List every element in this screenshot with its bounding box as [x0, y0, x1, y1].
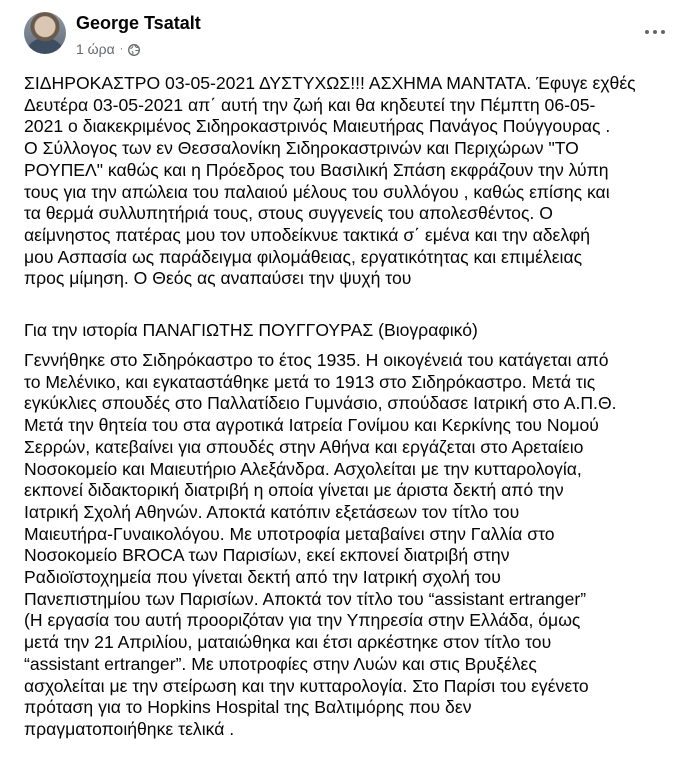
more-options-icon[interactable] — [640, 22, 670, 42]
avatar[interactable] — [24, 12, 66, 54]
more-dot — [653, 30, 657, 34]
more-dot — [645, 30, 649, 34]
post-body — [24, 73, 672, 739]
post-paragraph-history-title: Για την ιστορία ΠΑΝΑΓΙΩΤΗΣ ΠΟΥΓΓΟΥΡΑΣ (Βιογραφικό) — [24, 320, 478, 340]
post-timestamp[interactable]: 1 ώρα — [76, 41, 115, 57]
meta-separator: · — [119, 43, 124, 55]
post-header — [0, 0, 680, 62]
post-paragraph-announcement: ΣΙΔΗΡΟΚΑΣΤΡΟ 03-05-2021 ΔΥΣΤΥΧΩΣ!!! ΑΣΧΗΜΑ ΜΑΝΤΑΤΑ. Έφυγε εχθές Δευτέρα 03-05-2021 απ΄ αυτή την ζωή και θα κηδευτεί την Πέμπτη 06-05- 2021 ο διακεκριμένος Σιδηροκαστρινός Μαιευτήρας Πανάγος Πούγγουρας . Ο Σύλλογος των εν Θεσσαλονίκη Σιδηροκαστρινών και Περιχώρων "ΤΟ ΡΟΥΠΕΛ" καθώς και η Πρόεδρος του Βασιλική Σπάση εκφράζουν την λύπη τους για την απώλεια του παλαιού μέλους του συλλόγου , καθώς επίσης και τα θερμά συλλυπητήριά τους, στους συγγενείς του απολεσθέντος. Ο αείμνηστος πατέρας μου τον υποδείκνυε τακτικά σ΄ εμένα και την αδελφή μου Ασπασία ως παράδειγμα φιλομάθειας, εργατικότητας και επιμέλειας προς μίμηση. Ο Θεός ας αναπαύσει την ψυχή του — [24, 73, 636, 289]
more-dot — [661, 30, 665, 34]
author-name[interactable]: George Tsatalt — [76, 13, 201, 33]
globe-icon[interactable] — [128, 43, 140, 55]
post-meta — [76, 40, 140, 58]
post-paragraph-biography: Γεννήθηκε στο Σιδηρόκαστρο το έτος 1935. Η οικογένειά του κατάγεται από το Μελένικο, και εγκαταστάθηκε μετά το 1913 στο Σιδηρόκαστρο. Μετά τις εγκύκλιες σπουδές στο Παλλατίδειο Γυμνάσιο, σπούδασε Ιατρική στο Α.Π.Θ. Μετά την θητεία του στα αγροτικά Ιατρεία Γονίμου και Κερκίνης του Νομού Σερρών, κατεβαίνει για σπουδές στην Αθήνα και εργάζεται στο Αρεταίειο Νοσοκομείο και Μαιευτήριο Αλεξάνδρα. Ασχολείται με την κυτταρολογία, εκπονεί διδακτορική διατριβή η οποία γίνεται με άριστα δεκτή από την Ιατρική Σχολή Αθηνών. Αποκτά κατόπιν εξετάσεων τον τίτλο του Μαιευτήρα-Γυναικολόγου. Με υποτροφία μεταβαίνει στην Γαλλία στο Νοσοκομείο BROCA των Παρισίων, εκεί εκπονεί διατριβή στην Ραδιοϊστοχημεία που γίνεται δεκτή από την Ιατρική σχολή του Πανεπιστημίου των Παρισίων. Αποκτά τον τίτλο του “assistant ertranger” (Η εργασία του αυτή προοριζόταν για την Υπηρεσία στην Ελλάδα, όμως μετά την 21 Απριλίου, ματαιώθηκα και έτσι αρκέστηκε στον τίτλο του “assistant ertranger”. Με υποτροφίες στην Λυών και στις Βρυξέλες ασχολείται με την στείρωση και την κυτταρολογία. Στο Παρίσι του εγένετο πρόταση για το Hopkins Hospital της Βαλτιμόρης που δεν πραγματοποιήθηκε τελικά . — [24, 350, 617, 739]
